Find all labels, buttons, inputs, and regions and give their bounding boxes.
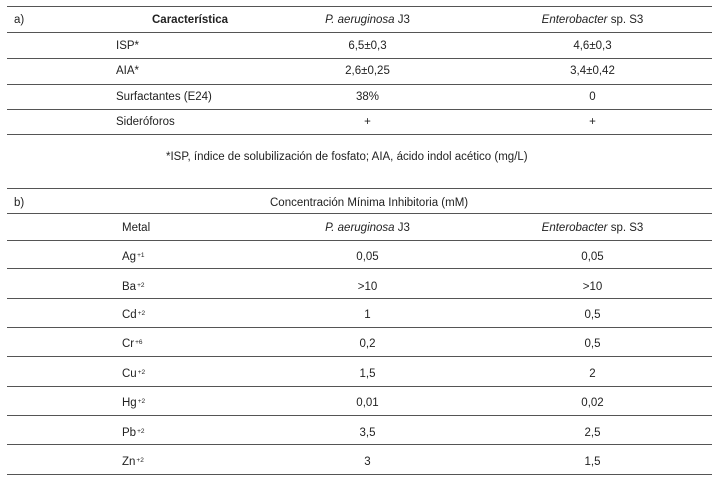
cmi-pseudomonas: 1,5	[359, 368, 376, 380]
metal-name	[122, 280, 145, 294]
metal-charge: +2	[137, 398, 146, 405]
table-a-header-characteristic: Característica	[152, 14, 229, 26]
cmi-enterobacter: 2	[589, 368, 596, 380]
row-rule	[7, 134, 712, 135]
metal-charge: +2	[137, 369, 146, 376]
metal-symbol: Zn	[122, 456, 136, 468]
species-name: Enterobacter	[541, 14, 608, 26]
row-value-pseudomonas: 2,6±0,25	[345, 65, 390, 77]
row-value-pseudomonas: 38%	[355, 91, 380, 103]
metal-symbol: Pb	[122, 427, 137, 439]
cmi-pseudomonas: 3	[364, 456, 371, 468]
cmi-pseudomonas: 0,05	[356, 251, 379, 263]
row-value-enterobacter: 0	[589, 91, 596, 103]
row-value-pseudomonas: +	[364, 116, 371, 128]
species-name: P. aeruginosa	[325, 14, 395, 26]
row-rule	[7, 356, 712, 357]
row-rule	[7, 268, 712, 269]
table-a-header-enterobacter	[470, 13, 715, 27]
metal-name	[122, 250, 145, 264]
table-b-label: b)	[14, 197, 25, 209]
row-name: Sideróforos	[116, 116, 175, 128]
row-rule	[7, 109, 712, 110]
row-name: AIA*	[116, 65, 140, 77]
table-b-title-rule	[7, 213, 712, 214]
cmi-enterobacter: 0,5	[584, 338, 601, 350]
cmi-pseudomonas: 1	[364, 309, 371, 321]
table-b-header-pseudomonas	[245, 221, 490, 235]
cmi-enterobacter: 0,5	[584, 309, 601, 321]
metal-symbol: Cr	[122, 338, 135, 350]
table-b-header-rule	[7, 240, 712, 241]
cmi-enterobacter: 0,02	[581, 397, 604, 409]
row-rule	[7, 58, 712, 59]
metal-charge: +2	[137, 282, 145, 289]
row-rule	[7, 386, 712, 387]
strain-name: J3	[394, 14, 410, 26]
metal-symbol: Ba	[122, 281, 137, 293]
cmi-pseudomonas: 0,2	[359, 338, 376, 350]
metal-name	[122, 308, 145, 322]
metal-charge: +2	[136, 457, 144, 464]
row-rule	[7, 415, 712, 416]
row-rule	[7, 444, 712, 445]
table-a-top-rule	[7, 6, 712, 7]
metal-charge: +2	[137, 310, 146, 317]
species-name: P. aeruginosa	[325, 222, 395, 234]
table-b-header-enterobacter	[470, 221, 715, 235]
metal-symbol: Cu	[122, 368, 137, 380]
row-value-enterobacter: +	[589, 116, 596, 128]
row-rule	[7, 327, 712, 328]
row-name: ISP*	[116, 40, 140, 52]
table-b-bottom-rule	[7, 474, 712, 475]
metal-charge: +2	[137, 428, 145, 435]
table-a-label: a)	[14, 14, 25, 26]
metal-name	[122, 367, 145, 381]
table-a-header-pseudomonas	[245, 13, 490, 27]
strain-name: sp. S3	[607, 222, 644, 234]
table-b-title: Concentración Mínima Inhibitoria (mM)	[270, 197, 469, 209]
metal-symbol: Ag	[122, 251, 137, 263]
metal-charge: +6	[135, 339, 143, 346]
table-b-top-rule	[7, 188, 712, 189]
cmi-enterobacter: 2,5	[584, 427, 601, 439]
cmi-pseudomonas: 3,5	[359, 427, 376, 439]
cmi-enterobacter: >10	[582, 281, 603, 293]
row-rule	[7, 298, 712, 299]
table-a-footnote: *ISP, índice de solubilización de fosfato; AIA, ácido indol acético (mg/L)	[166, 151, 528, 163]
strain-name: sp. S3	[607, 14, 644, 26]
row-value-enterobacter: 4,6±0,3	[573, 40, 612, 52]
metal-name	[122, 426, 145, 440]
metal-name	[122, 396, 145, 410]
row-rule	[7, 84, 712, 85]
metal-symbol: Hg	[122, 397, 137, 409]
cmi-pseudomonas: 0,01	[356, 397, 379, 409]
metal-charge: +1	[137, 252, 145, 259]
cmi-pseudomonas: >10	[357, 281, 378, 293]
strain-name: J3	[394, 222, 410, 234]
table-b-header-metal: Metal	[122, 222, 151, 234]
metal-name	[122, 337, 143, 351]
cmi-enterobacter: 1,5	[584, 456, 601, 468]
metal-symbol: Cd	[122, 309, 137, 321]
table-a-header-rule	[7, 32, 712, 33]
cmi-enterobacter: 0,05	[581, 251, 604, 263]
species-name: Enterobacter	[541, 222, 608, 234]
metal-name	[122, 455, 144, 469]
row-value-pseudomonas: 6,5±0,3	[348, 40, 387, 52]
row-value-enterobacter: 3,4±0,42	[570, 65, 615, 77]
row-name: Surfactantes (E24)	[116, 91, 212, 103]
